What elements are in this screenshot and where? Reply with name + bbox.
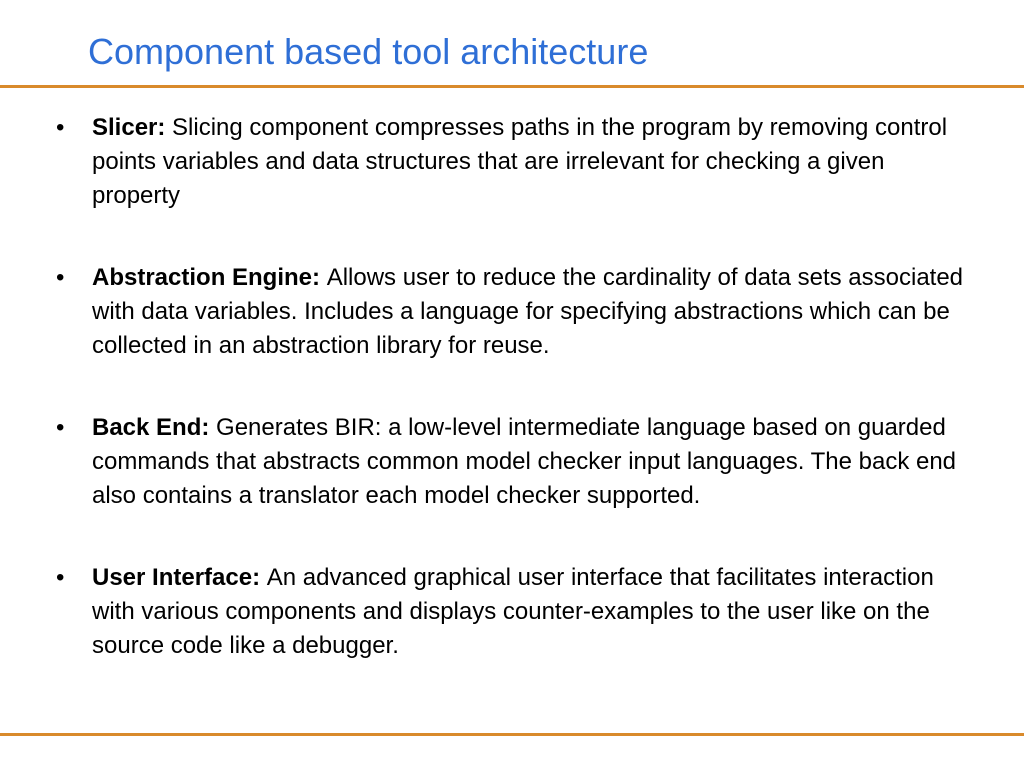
bullet-text: An advanced graphical user interface that facilitates interaction with various components and displays counter-examples to the user like on the source code like a debugger.	[92, 564, 934, 659]
bullet-term: Back End:	[92, 414, 217, 441]
bullet-item-abstraction-engine	[56, 261, 976, 363]
bullet-term: Abstraction Engine:	[92, 264, 327, 291]
slide-title: Component based tool architecture	[88, 31, 649, 72]
bullet-text: Slicing component compresses paths in the program by removing control points variables and data structures that are irrelevant for checking a given property	[92, 114, 948, 209]
bullet-list	[56, 111, 976, 711]
bullet-icon: •	[56, 414, 65, 441]
bullet-icon: •	[56, 264, 65, 291]
bullet-icon: •	[56, 114, 65, 141]
bullet-item-back-end	[56, 411, 976, 513]
bullet-item-slicer	[56, 111, 976, 213]
bullet-term: Slicer:	[92, 114, 173, 141]
title-divider	[0, 85, 1024, 88]
bullet-icon: •	[56, 564, 65, 591]
bullet-text: Generates BIR: a low-level intermediate language based on guarded commands that abstracts common model checker input languages. The back end also contains a translator each model checker supported.	[92, 414, 957, 509]
bullet-text: Allows user to reduce the cardinality of data sets associated with data variables. Includes a language for specifying abstractions which can be collected in an abstraction library for reuse.	[92, 264, 964, 359]
footer-divider	[0, 733, 1024, 736]
bullet-item-user-interface	[56, 561, 976, 663]
bullet-term: User Interface:	[92, 564, 267, 591]
